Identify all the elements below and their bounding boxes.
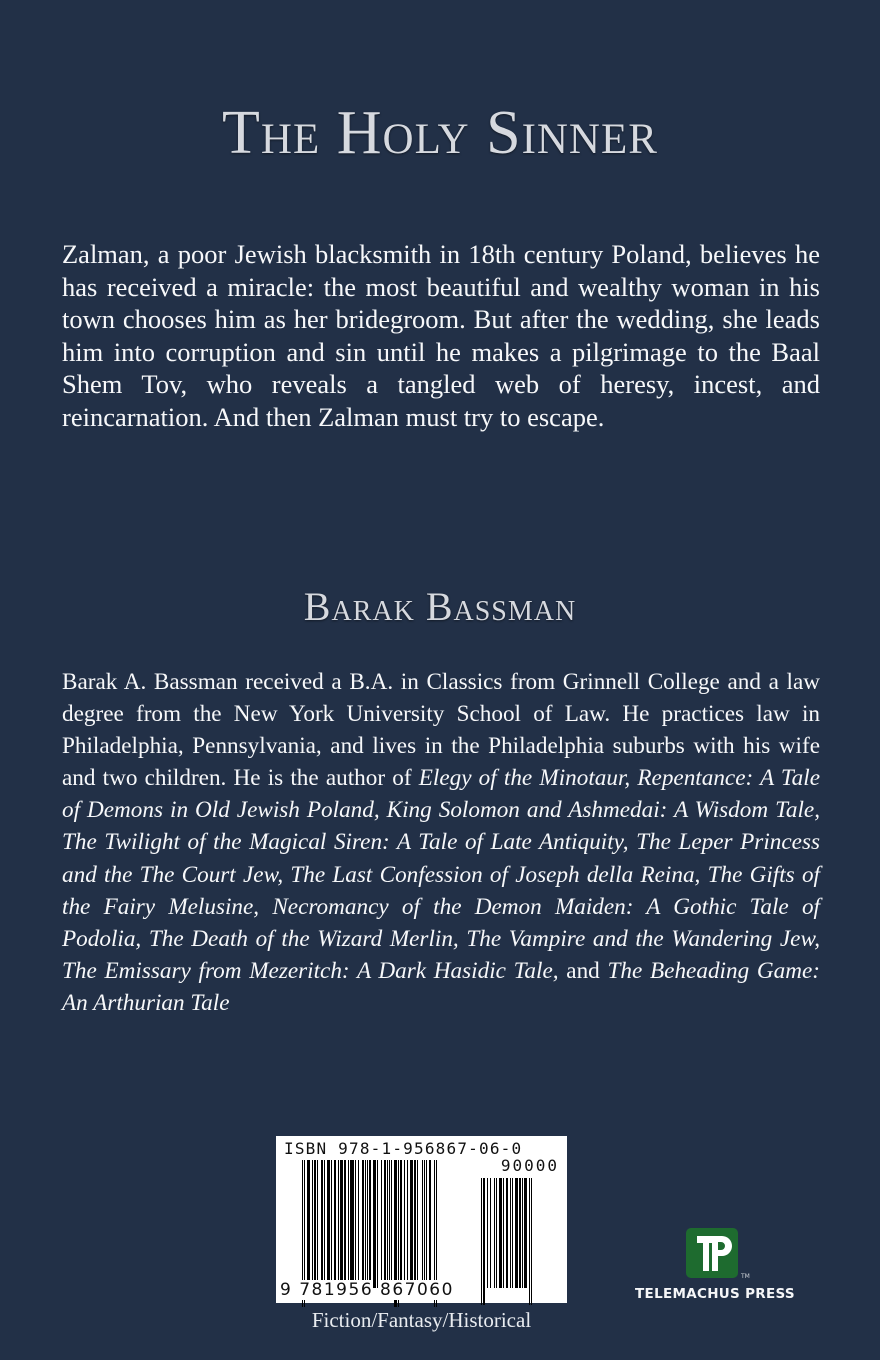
tp-monogram-icon [686,1228,738,1278]
ean-bars [302,1160,468,1288]
ean-digits [280,1280,454,1300]
bio-book-list: Elegy of the Minotaur, Repentance: A Tale of Demons in Old Jewish Poland, King Solomon and Ashmedai: A Wisdom Tale, The Twilight of the Magical Siren: A Tale of Late Antiquity, The Leper Princess and the The Court Jew, The Last Confession of Joseph della Reina, The Gifts of the Fairy Melusine, Necromancy of the Demon Maiden: A Gothic Tale of Podolia, The Death of the Wizard Merlin, The Vampire and the Wandering Jew, The Emissary from Mezeritch: A Dark Hasidic Tale, [62,765,820,984]
bio-paragraph [62,666,820,1019]
publisher-name: TELEMACHUS PRESS [635,1286,795,1302]
book-title: The Holy Sinner [222,99,658,167]
publisher-logo-icon [686,1228,738,1278]
isbn-label: ISBN 978-1-956867-06-0 [284,1139,523,1158]
ean-first-digit: 9 [280,1280,293,1300]
bio-connector: and [558,957,608,984]
genre-category: Fiction/Fantasy/Historical [311,1308,532,1332]
ean-right-digits: 867060 [380,1280,454,1300]
ean-left-digits: 781956 [299,1280,374,1300]
blurb-text: Zalman, a poor Jewish blacksmith in 18th century Poland, believes he has received a miracle: the most beautiful and wealthy woman in his town chooses him as her bridegroom. But after the wedding, she leads him into corruption and sin until he makes a pilgrimage to the Baal Shem Tov, who reveals a tangled web of heresy, incest, and reincarnation. And then Zalman must try to escape. [62,239,820,432]
bio-intro: Barak A. Bassman received a B.A. in Classics from Grinnell College and a law degree from the New York University School of Law. He practices law in Philadelphia, Pennsylvania, and lives in the Philadelphia suburbs with his wife and two children. He is the author of [62,669,820,792]
bio-last-book: The Beheading Game: An Arthurian Tale [62,957,820,1016]
trademark-mark: TM [741,1273,750,1280]
price-code: 90000 [500,1156,559,1175]
author-bio [62,666,820,1019]
isbn-barcode [276,1136,567,1303]
book-blurb [62,238,820,434]
author-heading: Barak Bassman [303,584,577,629]
addon-bars [481,1178,561,1288]
